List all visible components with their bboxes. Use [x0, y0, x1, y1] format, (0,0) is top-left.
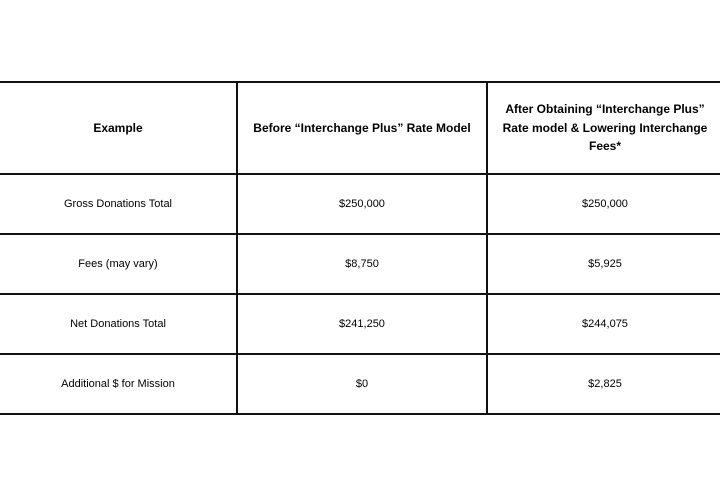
before-value-cell: $241,250 [237, 294, 487, 354]
table-header-row [0, 82, 720, 174]
after-value-cell: $2,825 [487, 354, 720, 414]
row-label-cell: Additional $ for Mission [0, 354, 237, 414]
before-value-cell: $0 [237, 354, 487, 414]
row-label-cell: Gross Donations Total [0, 174, 237, 234]
row-label-cell: Net Donations Total [0, 294, 237, 354]
after-value-cell: $250,000 [487, 174, 720, 234]
column-header-before: Before “Interchange Plus” Rate Model [237, 82, 487, 174]
table-row [0, 294, 720, 354]
after-value-cell: $244,075 [487, 294, 720, 354]
table-row [0, 174, 720, 234]
column-header-after: After Obtaining “Interchange Plus” Rate model & Lowering Interchange Fees* [487, 82, 720, 174]
before-value-cell: $250,000 [237, 174, 487, 234]
table-row [0, 234, 720, 294]
row-label-cell: Fees (may vary) [0, 234, 237, 294]
column-header-example: Example [0, 82, 237, 174]
before-value-cell: $8,750 [237, 234, 487, 294]
comparison-table-container [0, 81, 720, 415]
fee-comparison-table [0, 81, 720, 415]
table-row [0, 354, 720, 414]
after-value-cell: $5,925 [487, 234, 720, 294]
